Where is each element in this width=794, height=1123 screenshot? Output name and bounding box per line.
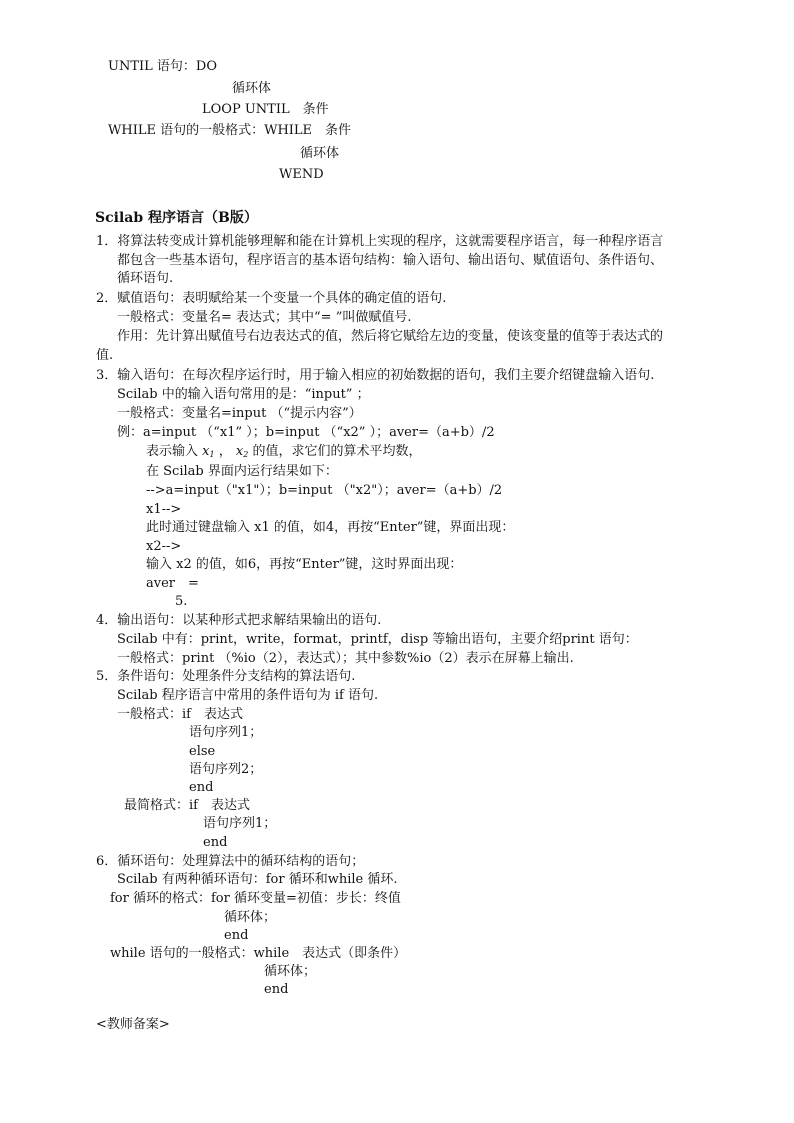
console-x1-prompt: x1--> — [146, 502, 182, 517]
teacher-note: <教师备案> — [96, 1017, 170, 1032]
item-1-line-3: 循环语句. — [117, 271, 174, 286]
item-3-line-1: 3．输入语句：在每次程序运行时，用于输入相应的初始数据的语句，我们主要介绍键盘输入语句. — [96, 368, 655, 383]
console-input-line: -->a=input（"x1"）；b=input （"x2"）；aver=（a+b）/2 — [146, 483, 503, 498]
item-6-line-2: Scilab 有两种循环语句：for 循环和while 循环. — [117, 872, 398, 887]
item-5-line-2: Scilab 程序语言中常用的条件语句为 if 语句. — [117, 688, 379, 703]
console-x2-prompt: x2--> — [146, 539, 182, 554]
section-title: Scilab 程序语言（B版） — [95, 210, 258, 226]
item-6-line-4: 循环体； — [224, 910, 277, 925]
item-6-line-5: end — [224, 928, 249, 943]
item-5-line-1: 5．条件语句：处理条件分支结构的算法语句. — [96, 669, 356, 684]
item-5-line-3: 一般格式：if 表达式 — [117, 707, 243, 722]
until-body: 循环体 — [232, 81, 272, 96]
until-end: LOOP UNTIL 条件 — [202, 102, 329, 117]
item-4-line-1: 4．输出语句：以某种形式把求解结果输出的语句. — [96, 613, 382, 628]
item-3-line-5-a: 表示输入 — [146, 444, 199, 459]
item-2-line-2: 一般格式：变量名= 表达式；其中“= ”叫做赋值号. — [117, 310, 412, 325]
item-3-line-6: 在 Scilab 界面内运行结果如下： — [146, 464, 338, 479]
item-3-line-3: 一般格式：变量名=input （“提示内容”） — [117, 406, 362, 421]
item-3-example: 例：a=input （“x1” ）；b=input （“x2” ）；aver=（a+b）/2 — [117, 425, 495, 440]
item-5-line-6: 语句序列2； — [189, 762, 263, 777]
item-5-line-8: 最简格式：if 表达式 — [124, 798, 250, 813]
item-6-line-1: 6．循环语句：处理算法中的循环结构的语句； — [96, 854, 365, 869]
item-6-line-3: for 循环的格式：for 循环变量=初值：步长：终值 — [110, 891, 401, 906]
item-5-line-9: 语句序列1； — [203, 816, 277, 831]
while-body: 循环体 — [300, 146, 340, 161]
item-3-line-9: 此时通过键盘输入 x1 的值，如4，再按“Enter”键，界面出现： — [146, 520, 515, 535]
item-2-line-4: 值. — [96, 348, 114, 363]
item-2-line-1: 2．赋值语句：表明赋给某一个变量一个具体的确定值的语句. — [96, 291, 447, 306]
item-1-line-1: 1．将算法转变成计算机能够理解和能在计算机上实现的程序，这就需要程序语言，每一种程序语言 — [96, 234, 664, 249]
comma: ， — [218, 444, 232, 459]
item-3-line-11: 输入 x2 的值，如6，再按“Enter”键，这时界面出现： — [146, 557, 463, 572]
item-6-line-7: 循环体； — [264, 964, 317, 979]
console-aver-label: aver = — [146, 576, 199, 591]
item-6-line-6: while 语句的一般格式：while 表达式（即条件） — [110, 946, 407, 961]
item-1-line-2: 都包含一些基本语句，程序语言的基本语句结构：输入语句、输出语句、赋值语句、条件语句、 — [117, 253, 664, 268]
var-x2: $x_2$ — [235, 444, 249, 459]
while-heading: WHILE 语句的一般格式：WHILE 条件 — [108, 123, 352, 138]
item-5-line-4: 语句序列1； — [189, 725, 263, 740]
until-heading: UNTIL 语句：DO — [108, 59, 217, 74]
console-aver-value: 5. — [175, 594, 188, 609]
item-3-line-2: Scilab 中的输入语句常用的是：“input” ； — [117, 387, 370, 402]
item-5-line-5: else — [189, 744, 216, 759]
item-4-line-3: 一般格式：print （%io（2），表达式）；其中参数%io（2）表示在屏幕上输出. — [117, 651, 574, 666]
item-5-line-10: end — [203, 835, 228, 850]
item-4-line-2: Scilab 中有：print，write，format，printf，disp 等输出语句，主要介绍print 语句： — [117, 632, 638, 647]
item-5-line-7: end — [189, 780, 214, 795]
while-end: WEND — [279, 167, 324, 182]
item-3-line-5 — [146, 443, 421, 464]
item-6-line-8: end — [264, 982, 289, 997]
item-3-line-5-b: 的值，求它们的算术平均数， — [252, 444, 422, 459]
item-2-line-3: 作用：先计算出赋值号右边表达式的值，然后将它赋给左边的变量，使该变量的值等于表达式的 — [117, 329, 664, 344]
var-x1: $x_1$ — [202, 444, 215, 459]
